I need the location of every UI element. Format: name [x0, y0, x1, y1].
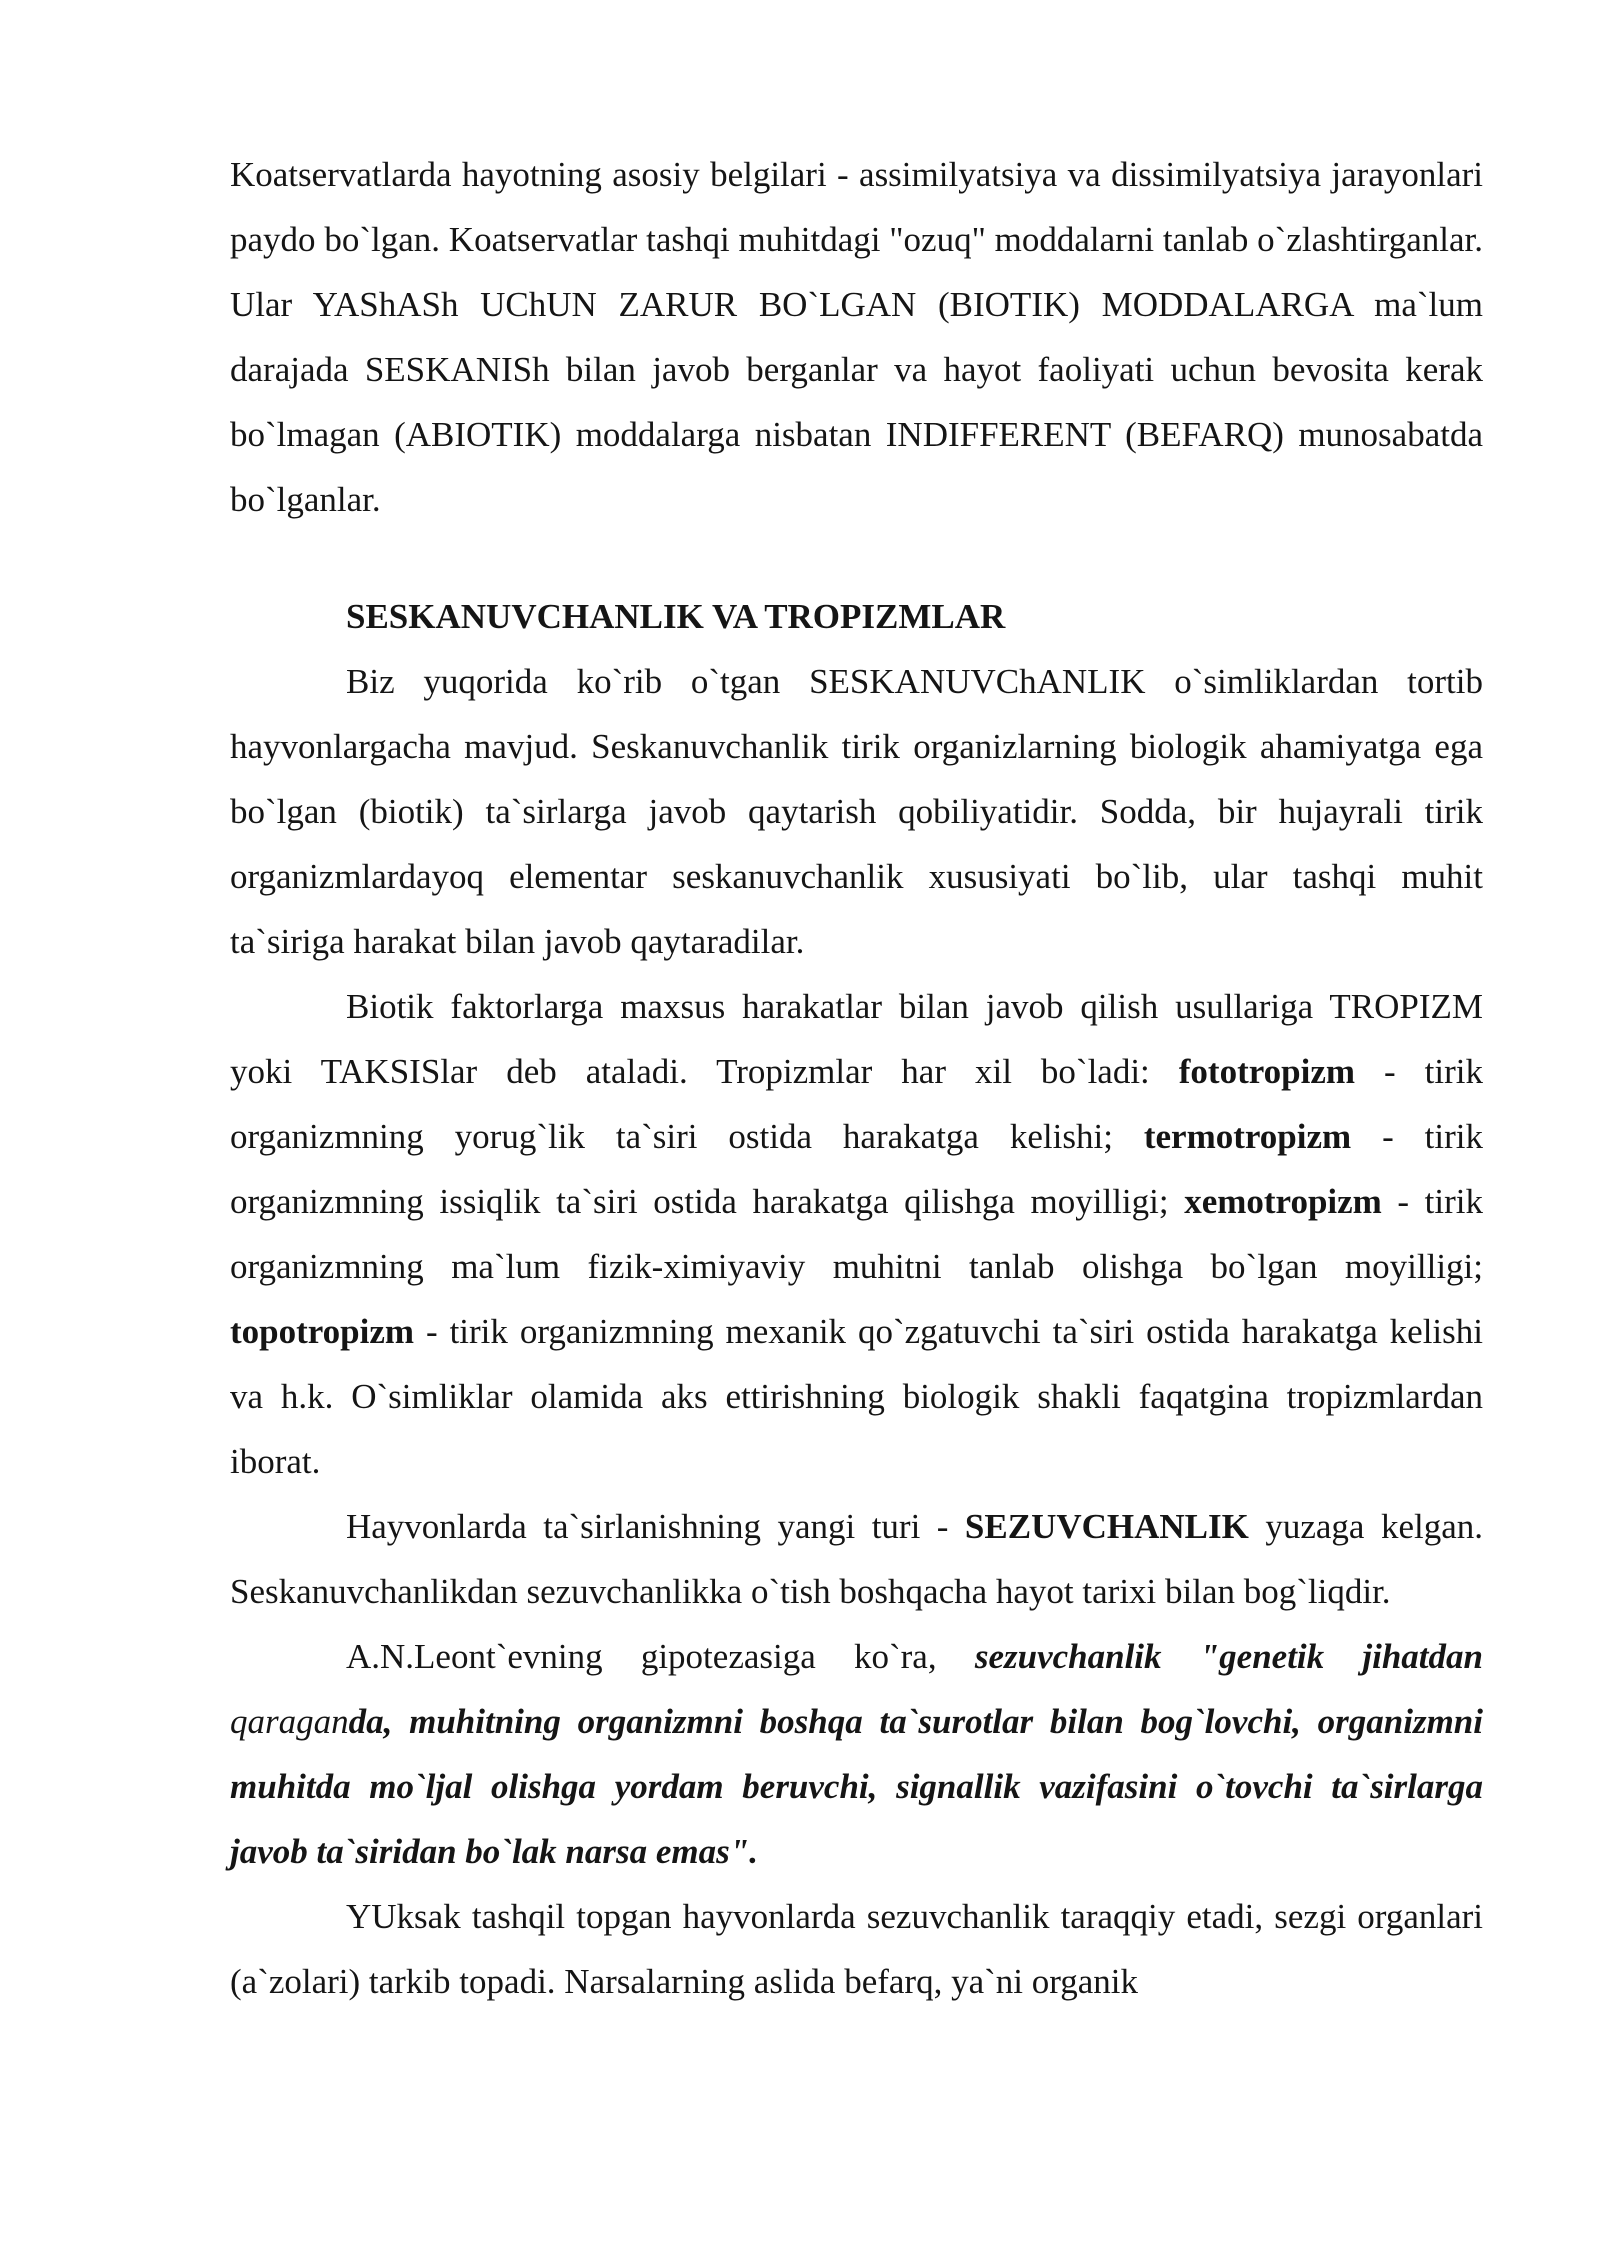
text-span: - tirik organizmning yorug`lik ta`siri ostida harakatga kelishi;: [230, 1052, 1483, 1156]
text-span: - tirik organizmning issiqlik ta`siri ostida harakatga qilishga moyilligi;: [230, 1117, 1483, 1221]
paragraph-seskanuvchanlik: Biz yuqorida ko`rib o`tgan SESKANUVChANLIK o`simliklardan tortib hayvonlargacha mavjud. Seskanuvchanlik tirik organizlarning biologik ahamiyatga ega bo`lgan (biotik) ta`sirlarga javob qaytarish qobiliyatidir. Sodda, bir hujayrali tirik organizmlardayoq elementar seskanuvchanlik xususiyati bo`lib, ular tashqi muhit ta`siriga harakat bilan javob qaytaradilar.: [230, 662, 1483, 961]
text-span: yuzaga kelgan. Seskanuvchanlikdan sezuvchanlikka o`tish boshqacha hayot tarixi bilan bog`liqdir.: [230, 1507, 1483, 1611]
paragraph-koatservatlar: Koatservatlarda hayotning asosiy belgilari - assimilyatsiya va dissimilyatsiya jarayonlari paydo bo`lgan. Koatservatlar tashqi muhitdagi "ozuq" moddalarni tanlab o`zlashtirganlar. Ular YAShASh UChUN ZARUR BO`LGAN (BIOTIK) MODDALARGA ma`lum darajada SESKANISh bilan javob berganlar va hayot faoliyati uchun bevosita kerak bo`lmagan (ABIOTIK) moddalarga nisbatan INDIFFERENT (BEFARQ) munosabatda bo`lganlar.: [230, 155, 1483, 519]
quote-part: sezuvchanlik "genetik jihatdan: [974, 1637, 1483, 1676]
paragraph-leontev: [230, 1624, 1483, 1884]
paragraph-tropizm: [230, 974, 1483, 1494]
text-span: Hayvonlarda ta`sirlanishning yangi turi -: [346, 1507, 965, 1546]
text-span: - tirik organizmning mexanik qo`zgatuvchi ta`siri ostida harakatga kelishi va h.k. O`simliklar olamida aks ettirishning biologik shakli faqatgina tropizmlardan iborat.: [230, 1312, 1483, 1481]
quote-part: qaragan: [230, 1702, 349, 1741]
term-xemotropizm: xemotropizm: [1184, 1182, 1382, 1221]
document-page: [230, 142, 1483, 2014]
text-span: A.N.Leont`evning gipotezasiga ko`ra,: [346, 1637, 975, 1676]
paragraph-sezgi-organlari: YUksak tashqil topgan hayvonlarda sezuvchanlik taraqqiy etadi, sezgi organlari (a`zolari) tarkib topadi. Narsalarning aslida befarq, ya`ni organik: [230, 1897, 1483, 2001]
term-topotropizm: topotropizm: [230, 1312, 415, 1351]
text-span: Biotik faktorlarga maxsus harakatlar bilan javob qilish usullariga TROPIZM yoki TAKSISlar deb ataladi. Tropizmlar har xil bo`ladi:: [230, 987, 1483, 1091]
term-termotropizm: termotropizm: [1143, 1117, 1352, 1156]
section-heading: SESKANUVCHANLIK VA TROPIZMLAR: [346, 597, 1006, 636]
quote-part: da, muhitning organizmni boshqa ta`surotlar bilan bog`lovchi, organizmni muhitda mo`ljal olishga yordam beruvchi, signallik vazifasini o`tovchi ta`sirlarga javob ta`siridan bo`lak narsa emas".: [230, 1702, 1483, 1871]
paragraph-sezuvchanlik: [230, 1494, 1483, 1624]
term-sezuvchanlik: SEZUVCHANLIK: [964, 1507, 1249, 1546]
text-span: - tirik organizmning ma`lum fizik-ximiyaviy muhitni tanlab olishga bo`lgan moyilligi;: [230, 1182, 1484, 1286]
term-fototropizm: fototropizm: [1178, 1052, 1356, 1091]
